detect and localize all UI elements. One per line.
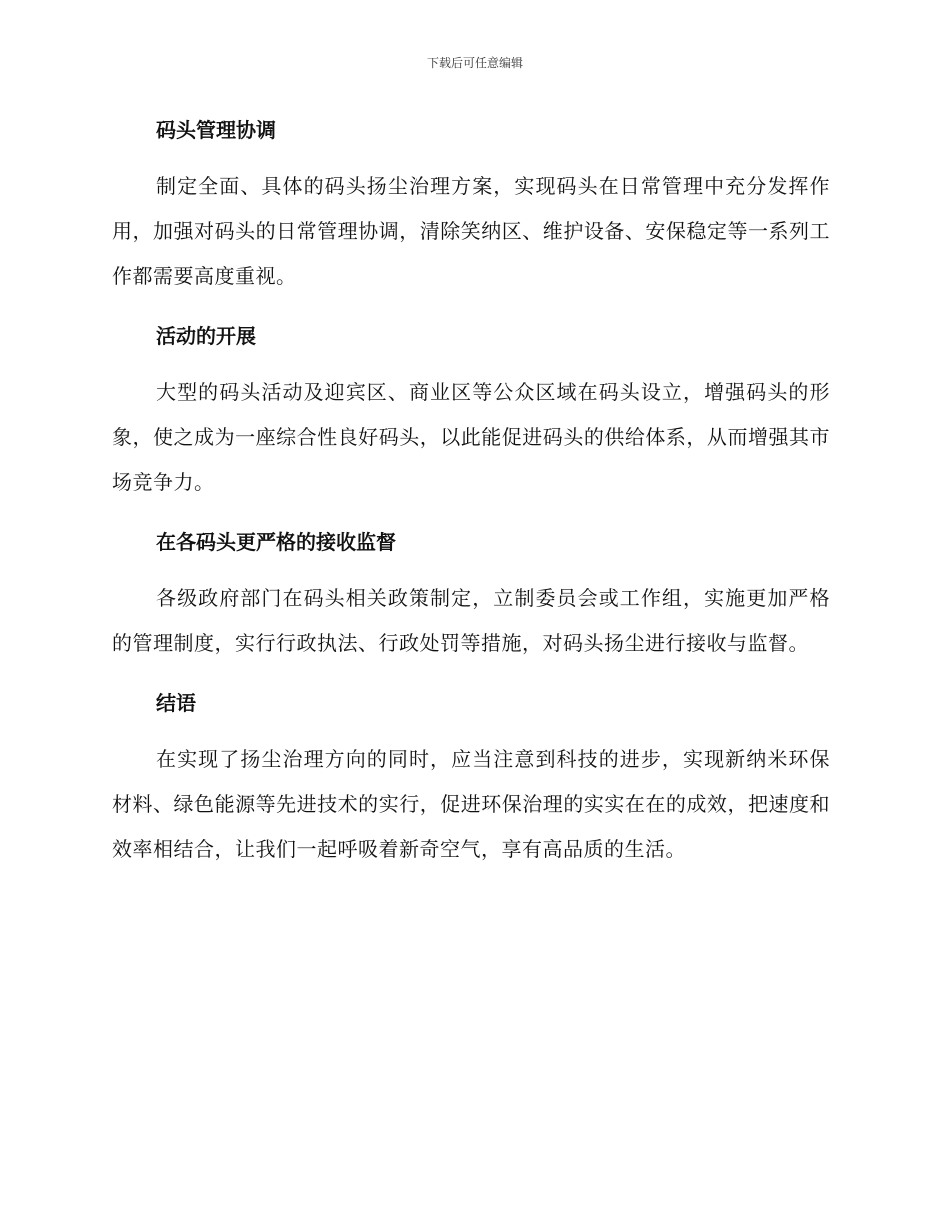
- section-paragraph-conclusion: 在实现了扬尘治理方向的同时，应当注意到科技的进步，实现新纳米环保材料、绿色能源等先进技术的实行，促进环保治理的实实在在的成效，把速度和效率相结合，让我们一起呼吸着新奇空气，享有高品质的生活。: [112, 747, 830, 861]
- section-heading-conclusion: 结语: [156, 691, 196, 715]
- section-heading-dock-management: 码头管理协调: [156, 118, 276, 142]
- section-paragraph-activities: 大型的码头活动及迎宾区、商业区等公众区域在码头设立，增强码头的形象，使之成为一座综合性良好码头，以此能促进码头的供给体系，从而增强其市场竞争力。: [112, 380, 830, 494]
- section-paragraph-supervision: 各级政府部门在码头相关政策制定，立制委员会或工作组，实施更加严格的管理制度，实行行政执法、行政处罚等措施，对码头扬尘进行接收与监督。: [112, 586, 830, 655]
- page-header: 下载后可任意编辑: [426, 56, 523, 70]
- section-heading-activities: 活动的开展: [156, 324, 256, 348]
- section-paragraph-dock-management: 制定全面、具体的码头扬尘治理方案，实现码头在日常管理中充分发挥作用，加强对码头的日常管理协调，清除笑纳区、维护设备、安保稳定等一系列工作都需要高度重视。: [112, 174, 830, 288]
- document-body: [112, 108, 830, 872]
- section-heading-supervision: 在各码头更严格的接收监督: [156, 530, 396, 554]
